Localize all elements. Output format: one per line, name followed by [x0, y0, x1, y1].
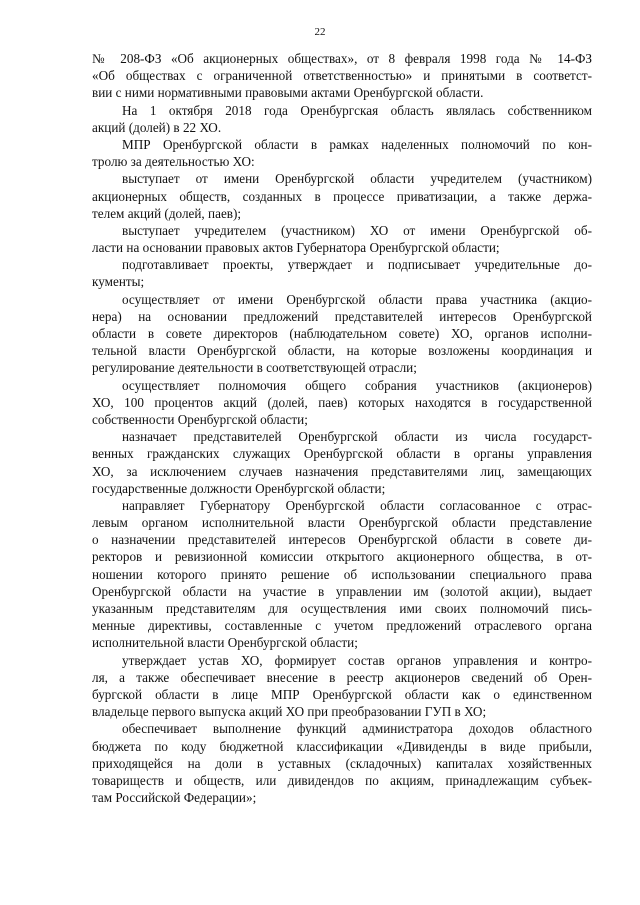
- text-line: выступает учредителем (участником) ХО от имени Оренбургской об-: [122, 222, 592, 238]
- text-line: ХО, 100 процентов акций (долей, паев) которых находятся в государственной: [92, 394, 592, 410]
- text-line: области в совете директоров (наблюдательном совете) ХО, органов исполни-: [92, 326, 592, 341]
- text-line: утверждает устав ХО, формирует состав органов управления и контро-: [122, 652, 592, 668]
- text-line: телем акций (долей, паев);: [92, 205, 242, 221]
- text-line: «Об обществах с ограниченной ответственностью» и принятыми в соответст-: [92, 68, 592, 84]
- document-body: [92, 50, 592, 806]
- text-line: ласти на основании правовых актов Губернатора Оренбургской области;: [92, 240, 500, 256]
- text-line: о назначении представителей интересов Оренбургской области в совете ди-: [92, 532, 592, 548]
- text-line: владельце первого выпуска акций ХО при преобразовании ГУП в ХО;: [92, 704, 487, 720]
- text-line: ношении которого принято решение об использовании специального права: [92, 566, 592, 582]
- text-line: МПР Оренбургской области в рамках наделенных полномочий по кон-: [122, 136, 592, 152]
- text-line: обеспечивает выполнение функций администратора доходов областного: [122, 721, 592, 737]
- text-line: там Российской Федерации»;: [92, 790, 257, 806]
- text-line: назначает представителей Оренбургской области из числа государст-: [122, 429, 592, 445]
- text-line: кументы;: [92, 274, 145, 290]
- text-line: регулирование деятельности в соответствующей отрасли;: [92, 360, 417, 376]
- page-number: 22: [314, 26, 326, 38]
- text-line: вии с ними нормативными правовыми актами Оренбургской области.: [92, 85, 484, 101]
- text-line: Оренбургской области на участие в управлении им (золотой акции), выдает: [92, 583, 592, 599]
- text-line: приходящейся на доли в уставных (складочных) капиталах хозяйственных: [92, 755, 592, 771]
- text-line: указанным представителям для осуществления ими своих полномочий пись-: [92, 601, 592, 616]
- text-line: ля, а также обеспечивает внесение в реестр акционеров сведений об Орен-: [92, 669, 592, 685]
- text-line: подготавливает проекты, утверждает и подписывает учредительные до-: [122, 257, 592, 273]
- text-line: менные директивы, составленные с учетом предложений отраслевого органа: [92, 618, 592, 634]
- text-line: выступает от имени Оренбургской области учредителем (участником): [122, 171, 592, 187]
- text-line: тролю за деятельностью ХО:: [92, 154, 255, 170]
- text-line: ХО, за исключением случаев назначения представителями лиц, замещающих: [92, 463, 592, 479]
- text-line: направляет Губернатору Оренбургской области согласованное с отрас-: [122, 497, 592, 513]
- text-line: бургской области в лице МПР Оренбургской области как о единственном: [92, 686, 592, 702]
- text-line: акционерных обществ, созданных в процессе приватизации, а также держа-: [92, 188, 592, 204]
- text-line: акций (долей) в 22 ХО.: [92, 119, 222, 135]
- text-line: осуществляет полномочия общего собрания участников (акционеров): [122, 377, 592, 393]
- text-line: На 1 октября 2018 года Оренбургская область являлась собственником: [122, 102, 592, 118]
- text-line: ректоров и ревизионной комиссии открытого акционерного общества, в от-: [92, 549, 592, 565]
- text-line: исполнительной власти Оренбургской области;: [92, 635, 358, 651]
- text-line: тельной власти Оренбургской области, на которые возложены координация и: [92, 343, 592, 359]
- text-line: венных гражданских служащих Оренбургской области в органы управления: [92, 446, 592, 462]
- text-line: нера) на основании предложений представителей интересов Оренбургской: [92, 308, 592, 324]
- text-line: № 208-ФЗ «Об акционерных обществах», от 8 февраля 1998 года № 14-ФЗ: [92, 51, 592, 66]
- text-line: осуществляет от имени Оренбургской области права участника (акцио-: [122, 291, 592, 307]
- text-line: бюджета по коду бюджетной классификации «Дивиденды в виде прибыли,: [92, 738, 592, 754]
- text-line: левым органом исполнительной власти Оренбургской области представление: [92, 515, 592, 531]
- text-line: государственные должности Оренбургской области;: [92, 480, 386, 496]
- text-line: товариществ и обществ, или дивидендов по акциям, принадлежащим субъек-: [92, 772, 592, 788]
- text-line: собственности Оренбургской области;: [92, 411, 308, 427]
